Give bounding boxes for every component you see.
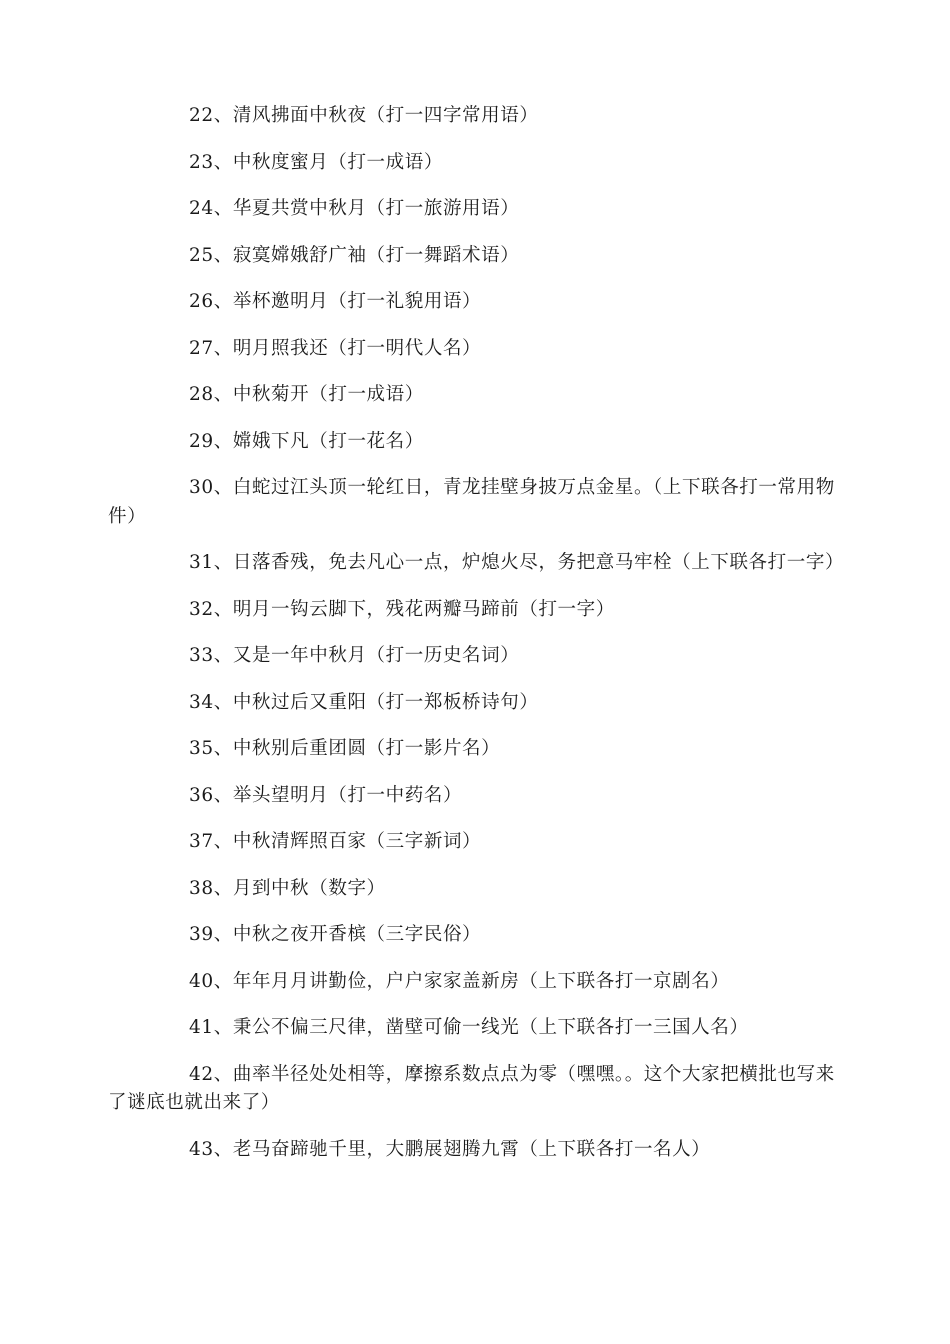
riddle-list [108, 102, 843, 1182]
riddle-item-26: 26、举杯邀明月（打一礼貌用语） [189, 291, 482, 312]
riddle-item-28: 28、中秋菊开（打一成语） [189, 384, 424, 405]
riddle-item-40: 40、年年月月讲勤俭，户户家家盖新房（上下联各打一京剧名） [189, 970, 730, 992]
riddle-item-36: 36、举头望明月（打一中药名） [189, 784, 463, 806]
riddle-item-39: 39、中秋之夜开香槟（三字民俗） [189, 924, 482, 945]
riddle-item-30: 30、白蛇过江头顶一轮红日，青龙挂壁身披万点金星。（上下联各打一常用物件） [108, 477, 835, 527]
riddle-item-35: 35、中秋别后重团圆（打一影片名） [189, 738, 501, 759]
riddle-item-38: 38、月到中秋（数字） [189, 877, 386, 899]
riddle-item-41: 41、秉公不偏三尺律，凿壁可偷一线光（上下联各打一三国人名） [189, 1017, 749, 1038]
riddle-item-22: 22、清风拂面中秋夜（打一四字常用语） [189, 105, 539, 126]
riddle-item-37: 37、中秋清辉照百家（三字新词） [189, 831, 482, 852]
riddle-item-32: 32、明月一钩云脚下，残花两瓣马蹄前（打一字） [189, 598, 615, 620]
riddle-item-42: 42、曲率半径处处相等，摩擦系数点点为零（嘿嘿。。这个大家把横批也写来了谜底也就出来了） [108, 1063, 835, 1113]
riddle-item-31: 31、日落香残，免去凡心一点，炉熄火尽，务把意马牢栓（上下联各打一字） [189, 552, 845, 573]
riddle-item-25: 25、寂寞嫦娥舒广袖（打一舞蹈术语） [189, 244, 520, 266]
riddle-item-43: 43、老马奋蹄驰千里，大鹏展翅腾九霄（上下联各打一名人） [189, 1138, 711, 1160]
riddle-item-27: 27、明月照我还（打一明代人名） [189, 337, 482, 359]
riddle-item-24: 24、华夏共赏中秋月（打一旅游用语） [189, 198, 520, 219]
riddle-item-23: 23、中秋度蜜月（打一成语） [189, 151, 443, 173]
riddle-item-33: 33、又是一年中秋月（打一历史名词） [189, 645, 520, 666]
riddle-item-34: 34、中秋过后又重阳（打一郑板桥诗句） [189, 691, 539, 713]
riddle-item-29: 29、嫦娥下凡（打一花名） [189, 430, 424, 452]
